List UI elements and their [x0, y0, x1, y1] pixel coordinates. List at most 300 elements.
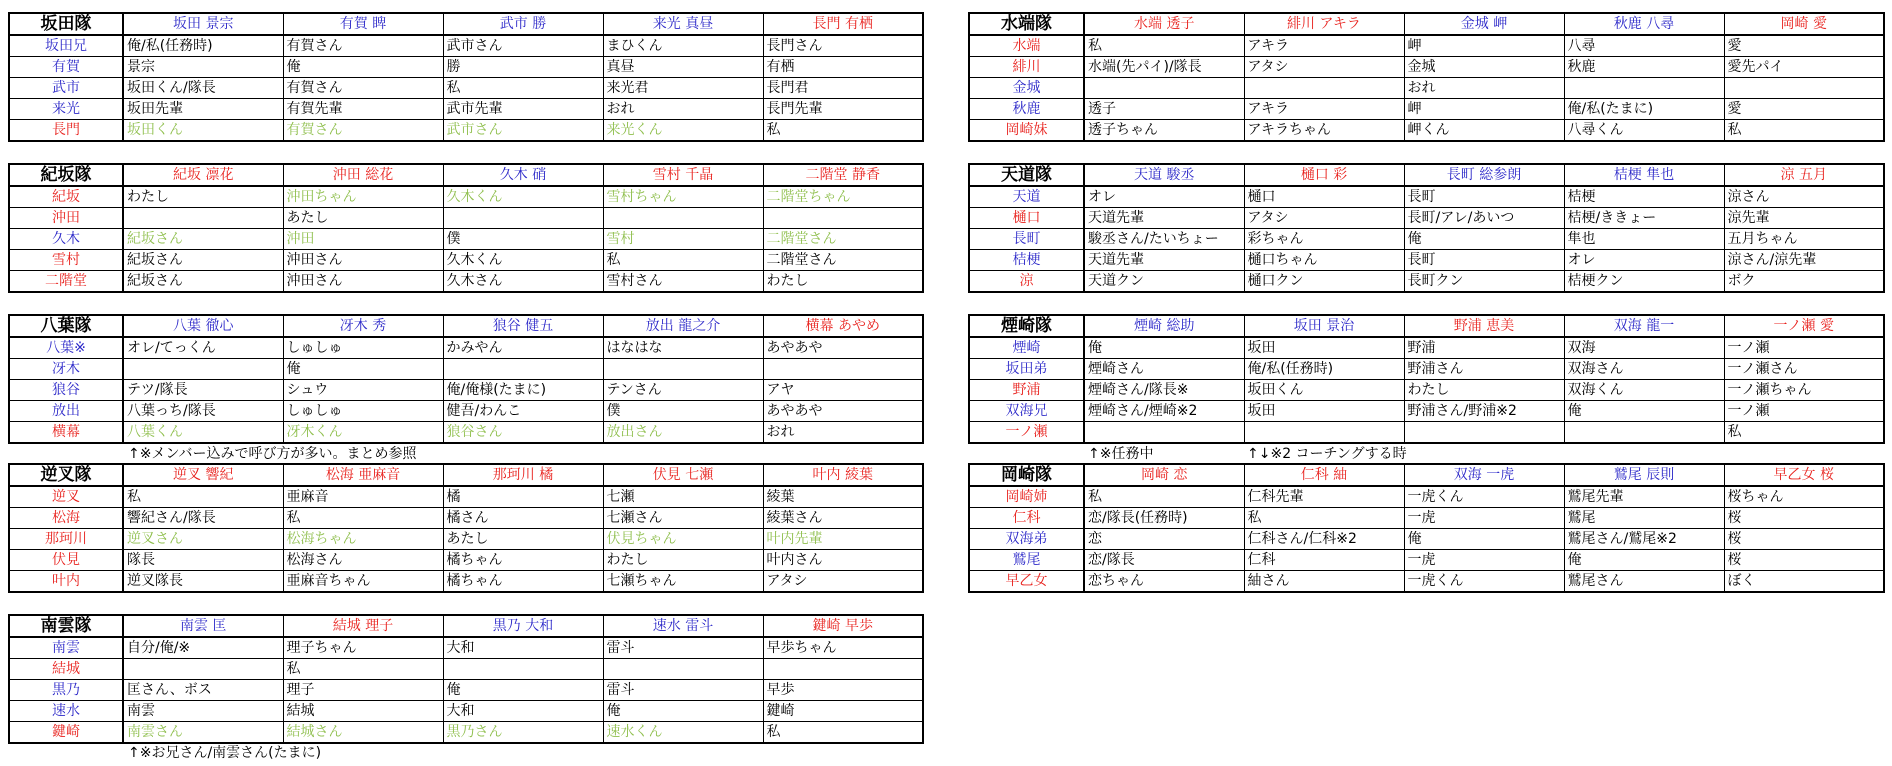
table-cell — [123, 359, 283, 380]
table-row — [9, 99, 923, 120]
table-cell: 長町/アレ/あいつ — [1404, 208, 1564, 229]
table-cell — [1084, 422, 1244, 444]
table-cell: アタシ — [763, 571, 923, 593]
table-cell: 桜 — [1724, 508, 1884, 529]
table-cell: 結城さん — [283, 722, 443, 744]
column-header-member: 武市 勝 — [443, 13, 603, 35]
table-cell: 長門先輩 — [763, 99, 923, 120]
table-cell: テツ/隊長 — [123, 380, 283, 401]
row-header-speaker: 野浦 — [969, 380, 1084, 401]
table-cell: 水端(先パイ)/隊長 — [1084, 57, 1244, 78]
note-yaba: ↑※メンバー込みで呼び方が多い。まとめ参照 — [128, 446, 417, 462]
row-header-speaker: 秋鹿 — [969, 99, 1084, 120]
table-cell: 冴木くん — [283, 422, 443, 444]
column-header-member: 緋川 アキラ — [1244, 13, 1404, 35]
row-header-speaker: 双海弟 — [969, 529, 1084, 550]
table-cell: 私 — [443, 78, 603, 99]
table-cell: 速水くん — [603, 722, 763, 744]
table-cell: 橘さん — [443, 508, 603, 529]
table-cell: 景宗 — [123, 57, 283, 78]
row-header-speaker: 坂田兄 — [9, 35, 123, 57]
team-name: 岡崎隊 — [969, 464, 1084, 486]
row-header-speaker: 煙崎 — [969, 337, 1084, 359]
table-cell: 駿丞さん/たいちょー — [1084, 229, 1244, 250]
table-cell: 樋口ちゃん — [1244, 250, 1404, 271]
table-cell: 鷲尾さん — [1564, 571, 1724, 593]
table-row — [9, 550, 923, 571]
table-cell: 鷲尾 — [1564, 508, 1724, 529]
team-name: 坂田隊 — [9, 13, 123, 35]
table-row — [9, 680, 923, 701]
column-header-member: 黒乃 大和 — [443, 615, 603, 637]
table-cell: 僕 — [603, 401, 763, 422]
table-cell — [123, 659, 283, 680]
row-header-speaker: 八葉※ — [9, 337, 123, 359]
table-cell: 隊長 — [123, 550, 283, 571]
table-cell — [603, 359, 763, 380]
table-cell: 一虎 — [1404, 508, 1564, 529]
table-cell: 伏見ちゃん — [603, 529, 763, 550]
table-cell: 天道先輩 — [1084, 208, 1244, 229]
table-cell — [1244, 422, 1404, 444]
column-header-member: 那珂川 橘 — [443, 464, 603, 486]
team-table — [8, 163, 924, 293]
row-header-speaker: 武市 — [9, 78, 123, 99]
table-row — [969, 508, 1884, 529]
table-cell: 坂田 — [1244, 401, 1404, 422]
row-header-speaker: 結城 — [9, 659, 123, 680]
row-header-speaker: 叶内 — [9, 571, 123, 593]
table-cell: 透子 — [1084, 99, 1244, 120]
column-header-member: 長門 有栖 — [763, 13, 923, 35]
row-header-speaker: 有賀 — [9, 57, 123, 78]
table-row — [969, 380, 1884, 401]
row-header-speaker: 狼谷 — [9, 380, 123, 401]
table-cell — [1724, 78, 1884, 99]
table-cell: 沖田さん — [283, 250, 443, 271]
table-cell: 早歩 — [763, 680, 923, 701]
table-cell: 二階堂ちゃん — [763, 186, 923, 208]
table-row — [969, 57, 1884, 78]
table-cell: 二階堂さん — [763, 229, 923, 250]
table-cell: わたし — [763, 271, 923, 293]
table-cell: 松海ちゃん — [283, 529, 443, 550]
row-header-speaker: 岡崎姉 — [969, 486, 1084, 508]
table-cell: 来光くん — [603, 120, 763, 142]
table-cell: 俺 — [1404, 529, 1564, 550]
table-cell — [443, 359, 603, 380]
table-cell: アキラちゃん — [1244, 120, 1404, 142]
table-row — [969, 186, 1884, 208]
row-header-speaker: 那珂川 — [9, 529, 123, 550]
table-cell: 八尋 — [1564, 35, 1724, 57]
table-cell: 有賀さん — [283, 120, 443, 142]
table-cell: 一ノ瀬さん — [1724, 359, 1884, 380]
table-cell: 松海さん — [283, 550, 443, 571]
column-header-member: 天道 駿丞 — [1084, 164, 1244, 186]
table-cell — [1564, 422, 1724, 444]
row-header-speaker: 天道 — [969, 186, 1084, 208]
table-cell: 橘 — [443, 486, 603, 508]
table-cell: 私 — [1084, 486, 1244, 508]
table-row — [9, 637, 923, 659]
table-cell: 私 — [1084, 35, 1244, 57]
table-cell: 理子 — [283, 680, 443, 701]
row-header-speaker: 二階堂 — [9, 271, 123, 293]
row-header-speaker: 黒乃 — [9, 680, 123, 701]
table-cell: 八尋くん — [1564, 120, 1724, 142]
table-cell: わたし — [1404, 380, 1564, 401]
table-cell: 野浦さん — [1404, 359, 1564, 380]
row-header-speaker: 紀坂 — [9, 186, 123, 208]
table-cell: 狼谷さん — [443, 422, 603, 444]
row-header-speaker: 鷲尾 — [969, 550, 1084, 571]
table-cell: オレ — [1564, 250, 1724, 271]
table-row — [9, 422, 923, 444]
table-cell: 沖田ちゃん — [283, 186, 443, 208]
row-header-speaker: 鍵崎 — [9, 722, 123, 744]
table-cell: 天道クン — [1084, 271, 1244, 293]
column-header-member: 結城 理子 — [283, 615, 443, 637]
team-table — [968, 463, 1885, 593]
table-row — [9, 380, 923, 401]
table-cell: 長門さん — [763, 35, 923, 57]
column-header-member: 金城 岬 — [1404, 13, 1564, 35]
table-cell: 私 — [283, 508, 443, 529]
table-cell: 七瀬さん — [603, 508, 763, 529]
table-cell: しゅしゅ — [283, 337, 443, 359]
table-cell: 一虎くん — [1404, 571, 1564, 593]
table-cell: 有賀さん — [283, 35, 443, 57]
table-cell — [1084, 78, 1244, 99]
table-cell: 仁科先輩 — [1244, 486, 1404, 508]
table-row — [9, 529, 923, 550]
table-cell: 隼也 — [1564, 229, 1724, 250]
table-cell: 結城 — [283, 701, 443, 722]
table-cell: 南雲さん — [123, 722, 283, 744]
row-header-speaker: 伏見 — [9, 550, 123, 571]
table-cell: シュウ — [283, 380, 443, 401]
table-cell: 一ノ瀬ちゃん — [1724, 380, 1884, 401]
table-cell — [763, 208, 923, 229]
table-cell: 野浦 — [1404, 337, 1564, 359]
table-cell: 大和 — [443, 637, 603, 659]
table-row — [9, 271, 923, 293]
column-header-member: 八葉 徹心 — [123, 315, 283, 337]
table-cell: 亜麻音ちゃん — [283, 571, 443, 593]
column-header-member: 放出 龍之介 — [603, 315, 763, 337]
table-cell: オレ/てっくん — [123, 337, 283, 359]
column-header-member: 秋鹿 八尋 — [1564, 13, 1724, 35]
table-cell: 桔梗/ききょー — [1564, 208, 1724, 229]
table-cell: 煙崎さん/隊長※ — [1084, 380, 1244, 401]
note-kemuri-coaching: ↑↓※2 コーチングする時 — [1247, 446, 1407, 462]
table-cell: 私 — [763, 722, 923, 744]
column-header-member: 横幕 あやめ — [763, 315, 923, 337]
table-cell — [763, 359, 923, 380]
team-table — [968, 314, 1885, 444]
table-cell: あたし — [443, 529, 603, 550]
column-header-member: 伏見 七瀬 — [603, 464, 763, 486]
table-row — [9, 120, 923, 142]
table-cell: あやあや — [763, 337, 923, 359]
column-header-member: 岡崎 愛 — [1724, 13, 1884, 35]
table-cell: 涼先輩 — [1724, 208, 1884, 229]
table-cell: 武市さん — [443, 35, 603, 57]
column-header-member: 松海 亜麻音 — [283, 464, 443, 486]
table-cell: 橘ちゃん — [443, 550, 603, 571]
table-cell: 鍵崎 — [763, 701, 923, 722]
team-table — [8, 314, 924, 444]
column-header-member: 叶内 綾葉 — [763, 464, 923, 486]
row-header-speaker: 速水 — [9, 701, 123, 722]
table-cell: 秋鹿 — [1564, 57, 1724, 78]
table-cell: しゅしゅ — [283, 401, 443, 422]
column-header-member: 雪村 千晶 — [603, 164, 763, 186]
column-header-member: 桔梗 隼也 — [1564, 164, 1724, 186]
table-cell: 私 — [283, 659, 443, 680]
table-cell: 雪村ちゃん — [603, 186, 763, 208]
table-cell: あたし — [283, 208, 443, 229]
table-cell: 響紀さん/隊長 — [123, 508, 283, 529]
table-cell: 健吾/わんこ — [443, 401, 603, 422]
table-cell: 俺 — [1564, 401, 1724, 422]
table-row — [9, 571, 923, 593]
table-cell: かみやん — [443, 337, 603, 359]
table-cell: 有賀先輩 — [283, 99, 443, 120]
table-row — [9, 508, 923, 529]
table-row — [9, 208, 923, 229]
row-header-speaker: 長町 — [969, 229, 1084, 250]
column-header-member: 二階堂 静香 — [763, 164, 923, 186]
note-kemuri-mission: ↑※任務中 — [1088, 446, 1154, 462]
table-cell: 長町 — [1404, 186, 1564, 208]
table-cell: 早歩ちゃん — [763, 637, 923, 659]
table-row — [969, 271, 1884, 293]
table-row — [9, 229, 923, 250]
column-header-member: 南雲 匡 — [123, 615, 283, 637]
table-cell: 理子ちゃん — [283, 637, 443, 659]
table-cell: わたし — [123, 186, 283, 208]
table-cell: 武市さん — [443, 120, 603, 142]
column-header-member: 一ノ瀬 愛 — [1724, 315, 1884, 337]
table-cell: 雷斗 — [603, 680, 763, 701]
row-header-speaker: 雪村 — [9, 250, 123, 271]
column-header-member: 有賀 睥 — [283, 13, 443, 35]
row-header-speaker: 岡崎妹 — [969, 120, 1084, 142]
table-cell: 沖田さん — [283, 271, 443, 293]
table-cell: 俺/私(任務時) — [1244, 359, 1404, 380]
table-cell: 俺/私(任務時) — [123, 35, 283, 57]
table-row — [969, 208, 1884, 229]
table-cell: 黒乃さん — [443, 722, 603, 744]
row-header-speaker: 仁科 — [969, 508, 1084, 529]
team-table — [8, 12, 924, 142]
table-cell: 桜ちゃん — [1724, 486, 1884, 508]
table-cell: ぼく — [1724, 571, 1884, 593]
table-cell: 樋口 — [1244, 186, 1404, 208]
table-cell: 野浦さん/野浦※2 — [1404, 401, 1564, 422]
row-header-speaker: 一ノ瀬 — [969, 422, 1084, 444]
column-header-member: 長町 総参朗 — [1404, 164, 1564, 186]
table-cell: 坂田先輩 — [123, 99, 283, 120]
team-name: 八葉隊 — [9, 315, 123, 337]
column-header-member: 野浦 恵美 — [1404, 315, 1564, 337]
table-cell: 綾葉さん — [763, 508, 923, 529]
table-cell: 長門君 — [763, 78, 923, 99]
column-header-member: 樋口 彩 — [1244, 164, 1404, 186]
table-row — [969, 359, 1884, 380]
table-cell: 俺 — [283, 359, 443, 380]
table-cell: 俺 — [283, 57, 443, 78]
table-cell: 俺/俺様(たまに) — [443, 380, 603, 401]
row-header-speaker: 横幕 — [9, 422, 123, 444]
team-table — [968, 163, 1885, 293]
table-cell: 俺 — [603, 701, 763, 722]
team-name: 煙崎隊 — [969, 315, 1084, 337]
table-cell: 俺 — [443, 680, 603, 701]
row-header-speaker: 双海兄 — [969, 401, 1084, 422]
table-cell: 武市先輩 — [443, 99, 603, 120]
table-cell: 私 — [123, 486, 283, 508]
column-header-member: 水端 透子 — [1084, 13, 1244, 35]
table-row — [969, 571, 1884, 593]
note-nagumo: ↑※お兄さん/南雲さん(たまに) — [128, 745, 322, 761]
table-cell: 双海くん — [1564, 380, 1724, 401]
table-cell: あやあや — [763, 401, 923, 422]
table-cell: 坂田くん — [1244, 380, 1404, 401]
table-row — [9, 659, 923, 680]
table-cell — [443, 659, 603, 680]
table-row — [969, 229, 1884, 250]
table-cell: 恋/隊長(任務時) — [1084, 508, 1244, 529]
table-row — [969, 120, 1884, 142]
table-cell: 恋ちゃん — [1084, 571, 1244, 593]
table-cell: 亜麻音 — [283, 486, 443, 508]
table-cell: 俺 — [1564, 550, 1724, 571]
table-row — [9, 250, 923, 271]
table-cell: 岬 — [1404, 35, 1564, 57]
table-cell — [1244, 78, 1404, 99]
table-cell: 双海 — [1564, 337, 1724, 359]
column-header-member: 沖田 総花 — [283, 164, 443, 186]
table-cell: 七瀬ちゃん — [603, 571, 763, 593]
table-cell: 彩ちゃん — [1244, 229, 1404, 250]
table-row — [969, 401, 1884, 422]
table-cell: 南雲 — [123, 701, 283, 722]
table-row — [969, 78, 1884, 99]
table-cell: 岬くん — [1404, 120, 1564, 142]
table-cell: 俺/私(たまに) — [1564, 99, 1724, 120]
column-header-member: 冴木 秀 — [283, 315, 443, 337]
row-header-speaker: 緋川 — [969, 57, 1084, 78]
table-cell: わたし — [603, 550, 763, 571]
table-cell: 一ノ瀬 — [1724, 401, 1884, 422]
table-cell: 透子ちゃん — [1084, 120, 1244, 142]
table-row — [9, 186, 923, 208]
row-header-speaker: 来光 — [9, 99, 123, 120]
table-cell: アタシ — [1244, 57, 1404, 78]
table-cell: 鷲尾先輩 — [1564, 486, 1724, 508]
table-cell: ボク — [1724, 271, 1884, 293]
table-cell: 逆叉さん — [123, 529, 283, 550]
table-cell: アヤ — [763, 380, 923, 401]
table-row — [9, 401, 923, 422]
table-cell: 来光君 — [603, 78, 763, 99]
table-cell: 坂田くん/隊長 — [123, 78, 283, 99]
table-cell: まひくん — [603, 35, 763, 57]
row-header-speaker: 長門 — [9, 120, 123, 142]
row-header-speaker: 水端 — [969, 35, 1084, 57]
table-cell: 有賀さん — [283, 78, 443, 99]
column-header-member: 坂田 景宗 — [123, 13, 283, 35]
table-cell — [123, 208, 283, 229]
row-header-speaker: 桔梗 — [969, 250, 1084, 271]
table-cell: 双海さん — [1564, 359, 1724, 380]
table-row — [9, 337, 923, 359]
table-cell: 真昼 — [603, 57, 763, 78]
column-header-member: 狼谷 健五 — [443, 315, 603, 337]
table-cell: 長町 — [1404, 250, 1564, 271]
column-header-member: 久木 硝 — [443, 164, 603, 186]
row-header-speaker: 涼 — [969, 271, 1084, 293]
table-cell — [1404, 422, 1564, 444]
team-name: 天道隊 — [969, 164, 1084, 186]
table-cell: 坂田 — [1244, 337, 1404, 359]
table-cell — [1564, 78, 1724, 99]
table-cell: 久木くん — [443, 186, 603, 208]
table-cell: 雪村 — [603, 229, 763, 250]
row-header-speaker: 早乙女 — [969, 571, 1084, 593]
column-header-member: 双海 一虎 — [1404, 464, 1564, 486]
table-cell: 煙崎さん/煙崎※2 — [1084, 401, 1244, 422]
table-cell: 七瀬 — [603, 486, 763, 508]
team-name: 紀坂隊 — [9, 164, 123, 186]
column-header-member: 鍵崎 早歩 — [763, 615, 923, 637]
table-cell: 紀坂さん — [123, 271, 283, 293]
team-name: 南雲隊 — [9, 615, 123, 637]
table-cell: 金城 — [1404, 57, 1564, 78]
table-row — [9, 57, 923, 78]
row-header-speaker: 逆叉 — [9, 486, 123, 508]
team-table — [8, 614, 924, 744]
table-cell: アタシ — [1244, 208, 1404, 229]
row-header-speaker: 樋口 — [969, 208, 1084, 229]
table-row — [969, 422, 1884, 444]
row-header-speaker: 金城 — [969, 78, 1084, 99]
table-cell: 放出さん — [603, 422, 763, 444]
table-cell: 一虎 — [1404, 550, 1564, 571]
table-cell: 私 — [603, 250, 763, 271]
table-row — [969, 337, 1884, 359]
table-cell: 橘ちゃん — [443, 571, 603, 593]
column-header-member: 鷲尾 辰則 — [1564, 464, 1724, 486]
row-header-speaker: 冴木 — [9, 359, 123, 380]
team-table — [968, 12, 1885, 142]
team-name: 逆叉隊 — [9, 464, 123, 486]
table-cell: 涼さん — [1724, 186, 1884, 208]
table-cell: テンさん — [603, 380, 763, 401]
column-header-member: 早乙女 桜 — [1724, 464, 1884, 486]
table-row — [969, 529, 1884, 550]
table-cell: 一虎くん — [1404, 486, 1564, 508]
table-cell: 私 — [1244, 508, 1404, 529]
table-cell: 勝 — [443, 57, 603, 78]
table-cell: 綾葉 — [763, 486, 923, 508]
table-cell: 煙崎さん — [1084, 359, 1244, 380]
table-cell: 涼さん/涼先輩 — [1724, 250, 1884, 271]
column-header-member: 来光 真昼 — [603, 13, 763, 35]
